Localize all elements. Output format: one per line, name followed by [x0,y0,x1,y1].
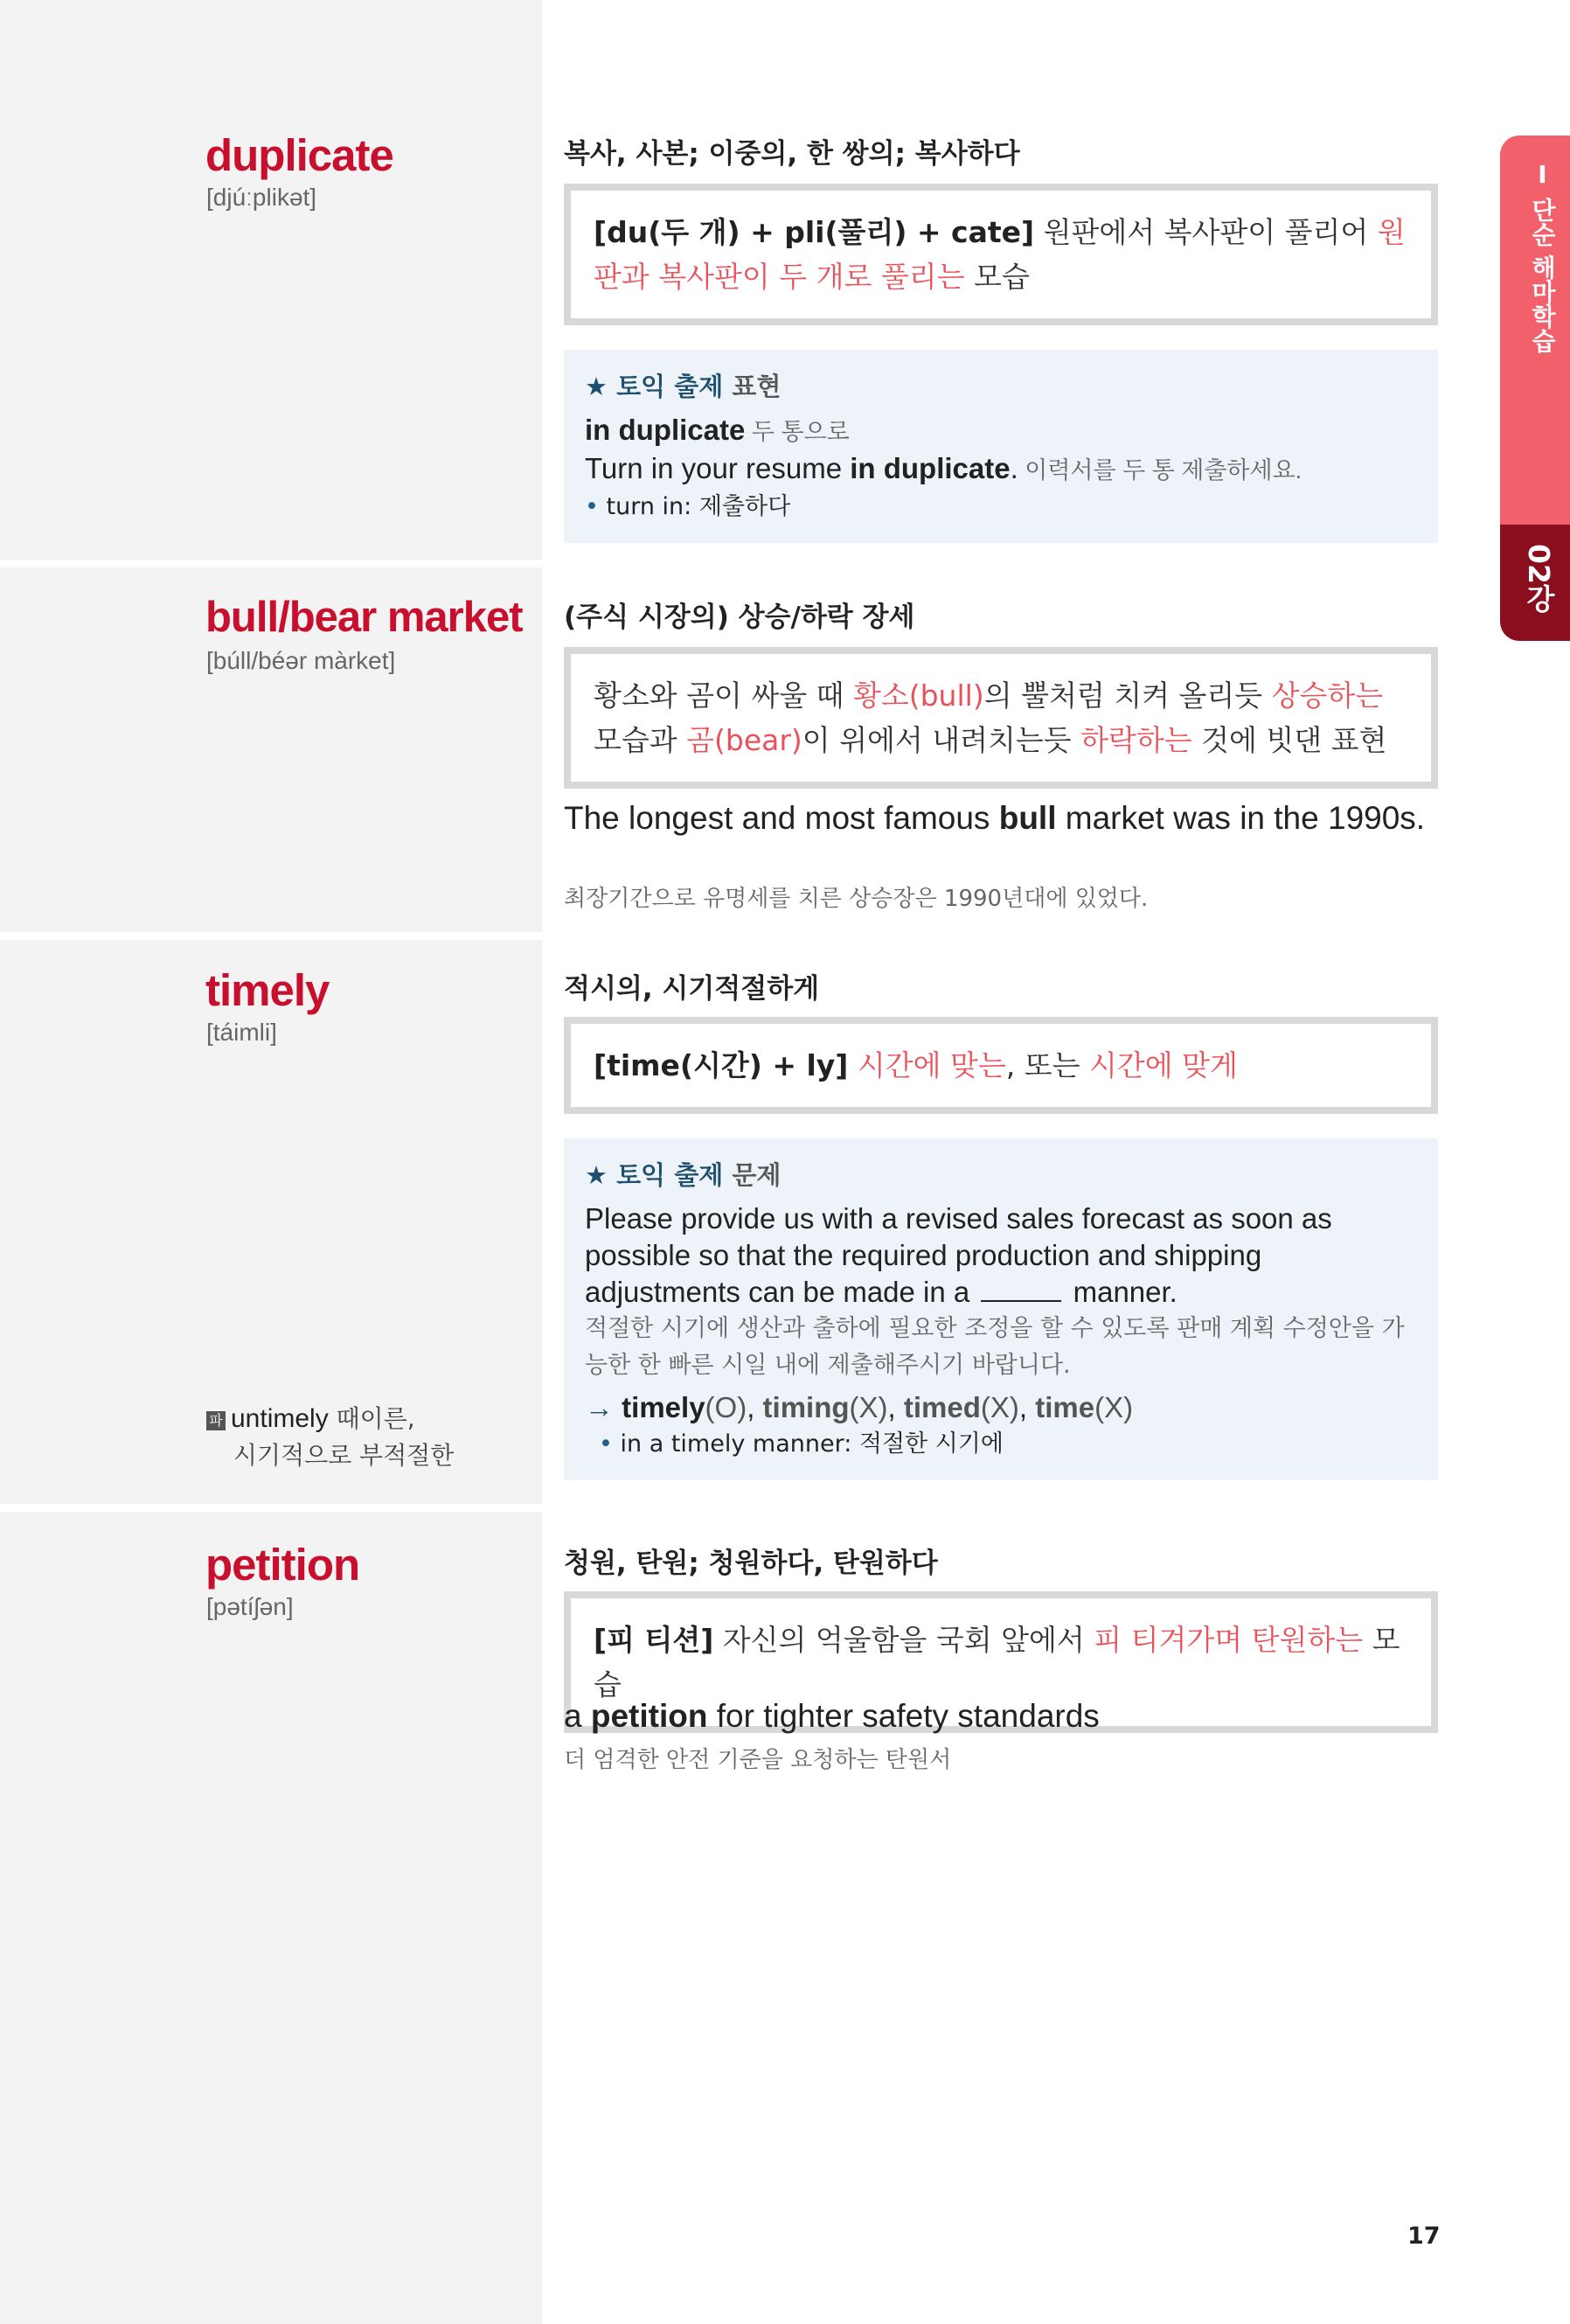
etymology-highlight: 원판과 복사판이 두 개로 풀리는 [594,215,1406,294]
etymology-text: 이 위에서 내려치는듯 [802,723,1081,757]
etymology-root: [피 티션] [594,1623,714,1657]
etymology-text: , 또는 [1005,1048,1090,1082]
example-text: a [564,1698,591,1734]
pronunciation: [pətíʃən] [206,1593,294,1620]
example-text: for tighter safety standards [707,1698,1100,1734]
left-column [0,0,542,2324]
answer-correct: timely [622,1391,705,1423]
etymology-box [564,1017,1438,1114]
etymology-text: 모습 [964,260,1030,294]
tip-sentence-text: . [1010,452,1018,484]
headword: duplicate [205,130,393,180]
etymology-text: 의 뿔처럼 치켜 올리듯 [983,678,1272,713]
side-tab [1500,136,1570,641]
tip-label: 문제 [723,1160,782,1190]
etymology-text: 모습 [594,1623,1400,1701]
side-tab-lesson-label: 02강 [1522,544,1556,613]
etymology-highlight: 곰(bear) [686,723,802,757]
meaning: (주식 시장의) 상승/하락 장세 [564,602,915,633]
example-text: market was in the 1990s. [1056,800,1426,836]
etymology-highlight: 상승하는 [1271,678,1384,713]
answer-mark: (O) [705,1391,747,1423]
antonym-word: untimely [231,1404,329,1433]
tip-phrase: in duplicate [585,414,746,446]
example-bold: bull [998,800,1057,836]
answer-options: → timely(O), timing(X), timed(X), time(X) [585,1391,1134,1423]
tip-label: 표현 [723,372,782,401]
headword: petition [205,1540,360,1590]
etymology-box [564,184,1438,325]
pronunciation: [búll/béər màrket] [206,647,396,674]
section-divider [0,932,542,940]
answer-wrong: timed [903,1391,981,1423]
tip-sentence-text: Turn in your resume [585,452,851,484]
tip-sentence [585,450,1417,489]
etymology-root: [time(시간) + ly] [594,1048,849,1082]
example-translation: 최장기간으로 유명세를 치른 상승장은 1990년대에 있었다. [564,886,1149,912]
example-translation: 더 엄격한 안전 기준을 요청하는 탄원서 [564,1747,952,1773]
page-number: 17 [1407,2223,1441,2250]
antonym-meaning: 때이른, [328,1404,415,1433]
etymology-text: 황소와 곰이 싸울 때 [594,678,853,713]
etymology-text: 원판에서 복사판이 풀리어 [1034,215,1378,249]
antonym-icon: 파 [206,1411,226,1430]
meaning: 복사, 사본; 이중의, 한 쌍의; 복사하다 [564,138,1020,170]
etymology-text: 모습과 [594,723,687,757]
etymology-box [564,647,1438,789]
example-sentence [564,1698,1438,1735]
example-sentence [564,800,1438,837]
etymology-highlight: 시간에 맞게 [1089,1048,1238,1082]
etymology-root: [du(두 개) + pli(풀리) + cate] [594,215,1035,249]
side-tab-part-label: Ⅰ 단순 해마학습 [1528,160,1557,353]
section-divider [0,560,542,567]
answer-mark: (X) [1094,1391,1134,1423]
tip-phrase-line [585,412,1417,450]
pronunciation: [táimli] [206,1019,277,1046]
answer-mark: (X) [980,1391,1019,1423]
star-label: ★ 토익 출제 [585,1160,724,1190]
answer-blank [981,1300,1061,1302]
section-divider [0,1504,542,1512]
headword: bull/bear market [205,594,523,641]
etymology-highlight: 시간에 맞는 [857,1048,1006,1082]
bullet-dot: • [585,493,599,520]
pronunciation: [djúːplikət] [206,184,317,211]
question-translation: 적절한 시기에 생산과 출하에 필요한 조정을 할 수 있도록 판매 계획 수정안을 가능한 한 빠른 시일 내에 제출해주시기 바랍니다. [585,1315,1405,1379]
question-sentence [585,1200,1417,1311]
toeic-question-box [564,1138,1438,1480]
star-label: ★ 토익 출제 [585,372,724,401]
tip-note-text: turn in: 제출하다 [598,493,791,520]
tip-heading [585,367,1417,403]
tip-note [585,489,1417,525]
meaning: 청원, 탄원; 청원하다, 탄원하다 [564,1548,938,1579]
tip-heading [585,1156,1417,1192]
etymology-highlight: 피 티겨가며 탄원하는 [1094,1623,1364,1657]
antonym [206,1401,454,1474]
etymology-text: 것에 빗댄 표현 [1191,723,1387,757]
tip-sentence-kr: 이력서를 두 통 제출하세요. [1018,457,1303,484]
side-tab-lesson [1500,525,1570,641]
side-tab-part [1500,136,1570,525]
example-text: The longest and most famous [564,800,999,836]
tip-phrase-kr: 두 통으로 [745,419,850,445]
example-bold: petition [590,1698,708,1734]
bullet-dot: • [599,1430,613,1458]
tip-note-text: in a timely manner: 적절한 시기에 [612,1430,1004,1458]
etymology-highlight: 하락하는 [1080,723,1192,757]
question-text: manner. [1073,1276,1178,1308]
headword: timely [205,965,330,1015]
arrow-icon: → [585,1391,614,1423]
antonym-meaning: 시기적으로 부적절한 [233,1441,455,1470]
toeic-tip-box [564,350,1438,543]
tip-sentence-bold: in duplicate [850,452,1011,484]
answer-mark: (X) [849,1391,888,1423]
meaning: 적시의, 시기적절하게 [564,973,820,1005]
answer-wrong: time [1035,1391,1095,1423]
tip-note [585,1426,1417,1463]
antonym-line [206,1401,454,1437]
etymology-text: 자신의 억울함을 국회 앞에서 [713,1623,1094,1657]
question-text: Please provide us with a revised sales forecast as soon as possible so that the required production and shipping adjustments can be made in a [585,1202,1332,1308]
etymology-highlight: 황소(bull) [852,678,984,713]
answer-wrong: timing [762,1391,850,1423]
etymology-text [848,1048,858,1082]
